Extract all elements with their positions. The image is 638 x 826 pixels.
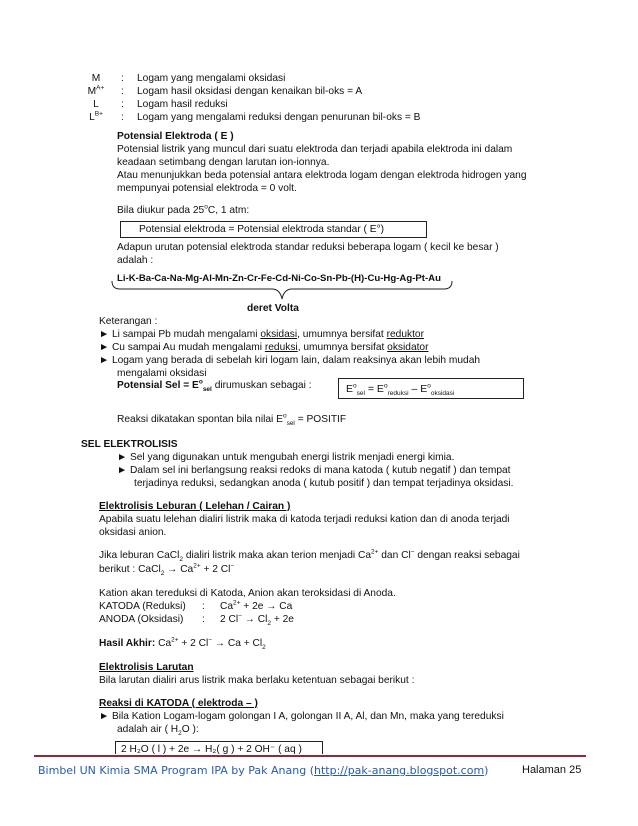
elektrolisis-bullet: ► Dalam sel ini berlangsung reaksi redoks di mana katoda ( kutub negatif ) dan tempat — [117, 465, 511, 476]
potensial-heading: Potensial Elektroda ( E ) — [117, 131, 234, 142]
definition-symbol: $L^{B+}$ — [89, 110, 103, 123]
bullet-arrow-icon: ► — [99, 355, 110, 366]
larutan-heading: Elektrolisis Larutan — [99, 662, 194, 673]
bullet-arrow-icon: ► — [117, 452, 128, 463]
definition-symbol: L — [93, 99, 99, 110]
potensial-text-line: Potensial listrik yang muncul dari suatu elektroda dan terjadi apabila elektroda ini dalam — [117, 144, 513, 155]
katoda-reaction: KATODA (Reduksi) : $Ca^{2+} + 2e \to Ca$ — [99, 599, 293, 612]
cacl2-text: Jika leburan CaCl$_2$ dialiri listrik maka akan terion menjadi $Ca^{2+}$ dan Cl− dengan reaksi sebagai — [99, 548, 520, 564]
sel-elektrolisis-heading: SEL ELEKTROLISIS — [81, 439, 178, 450]
katoda-bullet: ► Bila Kation Logam-logam golongan I A, golongan II A, Al, dan Mn, maka yang tereduksi — [99, 711, 504, 722]
volta-series: Li-K-Ba-Ca-Na-Mg-Al-Mn-Zn-Cr-Fe-Cd-Ni-Co-Sn-Pb-(H)-Cu-Hg-Ag-Pt-Au — [117, 273, 441, 284]
potensial-sel-line: Potensial Sel = $E^o_{sel}$ dirumuskan sebagai : — [117, 378, 312, 394]
volta-label: deret Volta — [247, 303, 299, 314]
potensial-text-line: keadaan setimbang dengan larutan ion-ionnya. — [117, 157, 330, 168]
keterangan-bullet: ► Cu sampai Au mudah mengalami reduksi, umumnya bersifat oksidator — [99, 342, 429, 353]
spontan-line: Reaksi dikatakan spontan bila nilai $E^o_{sel}$ = POSITIF — [117, 412, 347, 428]
potensial-text-line: Atau menunjukkan beda potensial antara elektroda logam dengan elektroda hidrogen yang — [117, 170, 527, 181]
anoda-reaction: ANODA (Oksidasi) : 2 $Cl^- \to Cl_2 + 2e$ — [99, 612, 294, 628]
order-intro-line: Adapun urutan potensial elektroda standar reduksi beberapa logam ( kecil ke besar ) — [117, 242, 499, 253]
footer-link[interactable]: http://pak-anang.blogspot.com — [314, 764, 485, 777]
page-number: Halaman 25 — [522, 764, 582, 776]
definition-text: Logam hasil reduksi — [137, 99, 228, 110]
definition-text: Logam yang mengalami reduksi dengan penurunan bil-oks = B — [137, 112, 421, 123]
definition-text: Logam hasil oksidasi dengan kenaikan bil-oks = A — [137, 86, 363, 97]
bullet-arrow-icon: ► — [117, 465, 128, 476]
definition-symbol: $M^{A+}$ — [87, 84, 105, 97]
measure-condition: Bila diukur pada 25$^o$C, 1 atm: — [117, 203, 250, 216]
kation-line: Kation akan tereduksi di Katoda, Anion akan teroksidasi di Anoda. — [99, 588, 396, 599]
keterangan-bullet: ► Li sampai Pb mudah mengalami oksidasi, umumnya bersifat reduktor — [99, 329, 424, 340]
larutan-text: Bila larutan dialiri arus listrik maka berlaku ketentuan sebagai berikut : — [99, 675, 415, 686]
hasil-akhir: Hasil Akhir: $Ca^{2+} + 2$ $Cl^- \to Ca + Cl_2$ — [99, 636, 266, 652]
katoda-bullet-cont: adalah air ( $H_2O$ ): — [117, 724, 199, 738]
cacl2-reaction: berikut : CaCl$_2$ → $Ca^{2+} + 2$ Cl− — [99, 562, 235, 578]
definitions-list: M : Logam yang mengalami oksidasi $M^{A+}$ : Logam hasil oksidasi dengan kenaikan bil-oks = A L : Logam hasil reduksi $L^{B+}$ : Logam yang mengalami reduksi dengan penurunan bil-oks = B — [76, 73, 556, 129]
potensial-definition-box: Potensial elektroda = Potensial elektroda standar ( E°) — [120, 221, 427, 238]
order-intro-line: adalah : — [117, 255, 154, 266]
definition-symbol: M — [91, 73, 101, 84]
footer-rule — [34, 755, 586, 757]
water-equation-box: 2 H₂O ( l ) + 2e → H₂( g ) + 2 OH⁻ ( aq ) — [115, 741, 325, 754]
keterangan-label: Keterangan : — [99, 316, 158, 327]
keterangan-bullet: ► Logam yang berada di sebelah kiri logam lain, dalam reaksinya akan lebih mudah — [99, 355, 481, 366]
esel-formula-box: $E^o_{sel} = E^o_{reduksi} - E^o_{oksidasi}$ — [338, 378, 524, 399]
leburan-heading: Elektrolisis Leburan ( Lelehan / Cairan ) — [99, 501, 291, 512]
bullet-arrow-icon: ► — [99, 711, 110, 722]
footer-text: Bimbel UN Kimia SMA Program IPA by Pak Anang (http://pak-anang.blogspot.com) — [38, 764, 489, 777]
definition-text: Logam yang mengalami oksidasi — [137, 73, 286, 84]
elektrolisis-bullet: ► Sel yang digunakan untuk mengubah energi listrik menjadi energi kimia. — [117, 452, 455, 463]
bullet-arrow-icon: ► — [99, 329, 110, 340]
katoda-heading: Reaksi di KATODA ( elektroda – ) — [99, 698, 258, 709]
potensial-text-line: mempunyai potensial elektroda = 0 volt. — [117, 183, 297, 194]
volta-brace — [110, 279, 455, 303]
keterangan-bullet-cont: mengalami oksidasi — [117, 368, 207, 379]
leburan-text: Apabila suatu lelehan dialiri listrik maka di katoda terjadi reduksi kation dan di anoda terjadi — [99, 514, 510, 525]
leburan-text: oksidasi anion. — [99, 527, 167, 538]
bullet-arrow-icon: ► — [99, 342, 110, 353]
elektrolisis-bullet-cont: terjadinya reduksi, sedangkan anoda ( kutub positif ) dan tempat terjadinya oksidasi. — [134, 478, 514, 489]
